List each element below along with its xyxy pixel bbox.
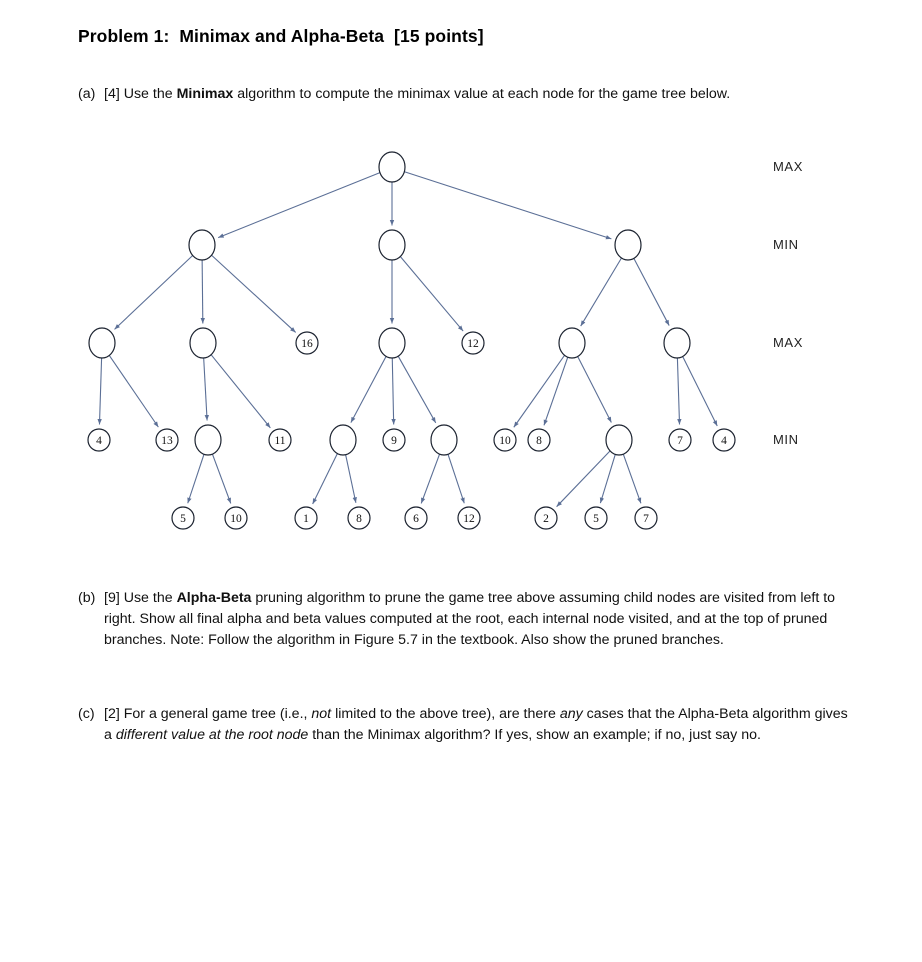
tree-edge	[398, 356, 436, 423]
tree-edge	[114, 255, 193, 329]
text-segment: [4] Use the	[104, 86, 177, 102]
tree-edge	[400, 256, 463, 331]
tree-leaf-node	[535, 507, 557, 529]
text-segment: any	[559, 706, 583, 722]
node-value: 5	[180, 513, 186, 525]
node-circle	[379, 152, 405, 182]
node-circle	[190, 328, 216, 358]
text-segment: limited to the above tree), are there	[331, 706, 560, 722]
tree-edge	[351, 356, 387, 423]
node-value: 16	[301, 338, 313, 350]
node-value: 7	[643, 513, 649, 525]
tree-edge	[99, 357, 101, 424]
node-circle	[559, 328, 585, 358]
node-value: 9	[391, 435, 397, 447]
tree-leaf-node	[172, 507, 194, 529]
text-segment: [9] Use the	[104, 590, 177, 606]
tree-edge	[202, 259, 203, 323]
question-b-marker: (b)	[78, 590, 96, 606]
tree-internal-node	[190, 328, 216, 358]
text-segment: Minimax	[176, 86, 234, 102]
tree-edge	[218, 172, 380, 237]
tree-edge	[212, 453, 231, 503]
node-value: 12	[463, 513, 475, 525]
tree-internal-node	[330, 425, 356, 455]
question-c	[78, 704, 850, 746]
tree-edge	[677, 357, 679, 424]
tree-leaf-node	[295, 507, 317, 529]
tree-edge	[600, 454, 615, 503]
node-circle	[379, 230, 405, 260]
tree-leaf-node	[296, 332, 318, 354]
tree-edge	[557, 450, 611, 506]
tree-edge	[313, 453, 338, 504]
node-circle	[379, 328, 405, 358]
node-circle	[431, 425, 457, 455]
node-value: 10	[230, 513, 242, 525]
game-tree-figure	[0, 120, 922, 550]
node-value: 2	[543, 513, 549, 525]
tree-internal-node	[379, 152, 405, 182]
tree-edge	[188, 454, 204, 504]
text-segment: not	[311, 706, 332, 722]
text-segment: different value at the root node	[115, 726, 309, 743]
tree-leaf-node	[458, 507, 480, 529]
tree-internal-node	[431, 425, 457, 455]
tree-internal-node	[379, 328, 405, 358]
tree-edge	[204, 357, 207, 420]
question-b-text	[104, 588, 850, 651]
tree-edge	[577, 356, 611, 423]
tree-edge	[682, 356, 717, 426]
tree-leaf-node	[383, 429, 405, 451]
tree-edge	[448, 454, 464, 504]
tree-internal-node	[615, 230, 641, 260]
tree-leaf-node	[585, 507, 607, 529]
tree-leaf-node	[494, 429, 516, 451]
tree-leaf-node	[405, 507, 427, 529]
node-circle	[664, 328, 690, 358]
tree-leaf-node	[225, 507, 247, 529]
tree-edge	[211, 255, 296, 333]
text-segment: pruning algorithm to prune the game tree above assuming child nodes are visited from left to right. Show all final alpha and beta values computed at the root, each internal node visited, and at the top of pruned branches. Note: Follow the algorithm in Figure 5.7 in the textbook. Also show the pruned branches.	[104, 590, 836, 648]
tree-edge	[514, 355, 565, 428]
text-segment: than the Minimax algorithm? If yes, show an example; if no, just say no.	[308, 726, 761, 743]
tree-level-label: MIN	[773, 237, 799, 252]
question-a-text	[104, 84, 858, 105]
text-segment: algorithm to compute the minimax value at each node for the game tree below.	[233, 86, 731, 102]
tree-internal-node	[559, 328, 585, 358]
node-value: 1	[303, 513, 309, 525]
question-a	[78, 84, 858, 105]
tree-internal-node	[379, 230, 405, 260]
question-c-marker: (c)	[78, 706, 95, 722]
tree-level-label: MIN	[773, 432, 799, 447]
node-value: 7	[677, 435, 683, 447]
tree-internal-node	[606, 425, 632, 455]
tree-leaf-node	[669, 429, 691, 451]
node-value: 8	[536, 435, 542, 447]
tree-leaf-node	[528, 429, 550, 451]
tree-edge	[581, 257, 622, 326]
tree-edge	[345, 454, 355, 503]
tree-edge	[211, 354, 271, 428]
node-value: 4	[96, 435, 102, 447]
node-value: 10	[499, 435, 511, 447]
question-a-marker: (a)	[78, 86, 96, 102]
tree-internal-node	[664, 328, 690, 358]
tree-leaf-node	[348, 507, 370, 529]
tree-edge	[109, 355, 158, 427]
tree-edge	[404, 171, 612, 238]
node-value: 4	[721, 435, 727, 447]
question-c-text	[104, 704, 850, 746]
tree-internal-node	[189, 230, 215, 260]
tree-edge	[421, 453, 440, 503]
node-circle	[615, 230, 641, 260]
tree-level-label: MAX	[773, 335, 803, 350]
tree-node-layer	[88, 152, 735, 529]
tree-internal-node	[89, 328, 115, 358]
node-value: 6	[413, 513, 419, 525]
tree-level-label: MAX	[773, 159, 803, 174]
node-circle	[606, 425, 632, 455]
node-value: 13	[161, 435, 173, 447]
text-segment: Alpha-Beta	[176, 590, 252, 606]
tree-leaf-node	[635, 507, 657, 529]
text-segment: cases that the Alpha-Beta algorithm gives a	[104, 706, 848, 743]
tree-leaf-node	[88, 429, 110, 451]
node-value: 12	[467, 338, 479, 350]
text-segment: [2] For a general game tree (i.e.,	[104, 706, 312, 722]
tree-edge	[634, 258, 670, 326]
node-value: 11	[274, 435, 286, 447]
node-circle	[330, 425, 356, 455]
question-b	[78, 588, 850, 651]
tree-leaf-node	[269, 429, 291, 451]
tree-leaf-node	[462, 332, 484, 354]
tree-leaf-node	[713, 429, 735, 451]
node-circle	[89, 328, 115, 358]
node-circle	[189, 230, 215, 260]
page-title: Problem 1: Minimax and Alpha-Beta [15 points]	[78, 26, 484, 46]
node-value: 5	[593, 513, 599, 525]
tree-leaf-node	[156, 429, 178, 451]
node-value: 8	[356, 513, 362, 525]
tree-edge	[623, 453, 641, 503]
tree-edge	[392, 357, 393, 424]
node-circle	[195, 425, 221, 455]
tree-internal-node	[195, 425, 221, 455]
